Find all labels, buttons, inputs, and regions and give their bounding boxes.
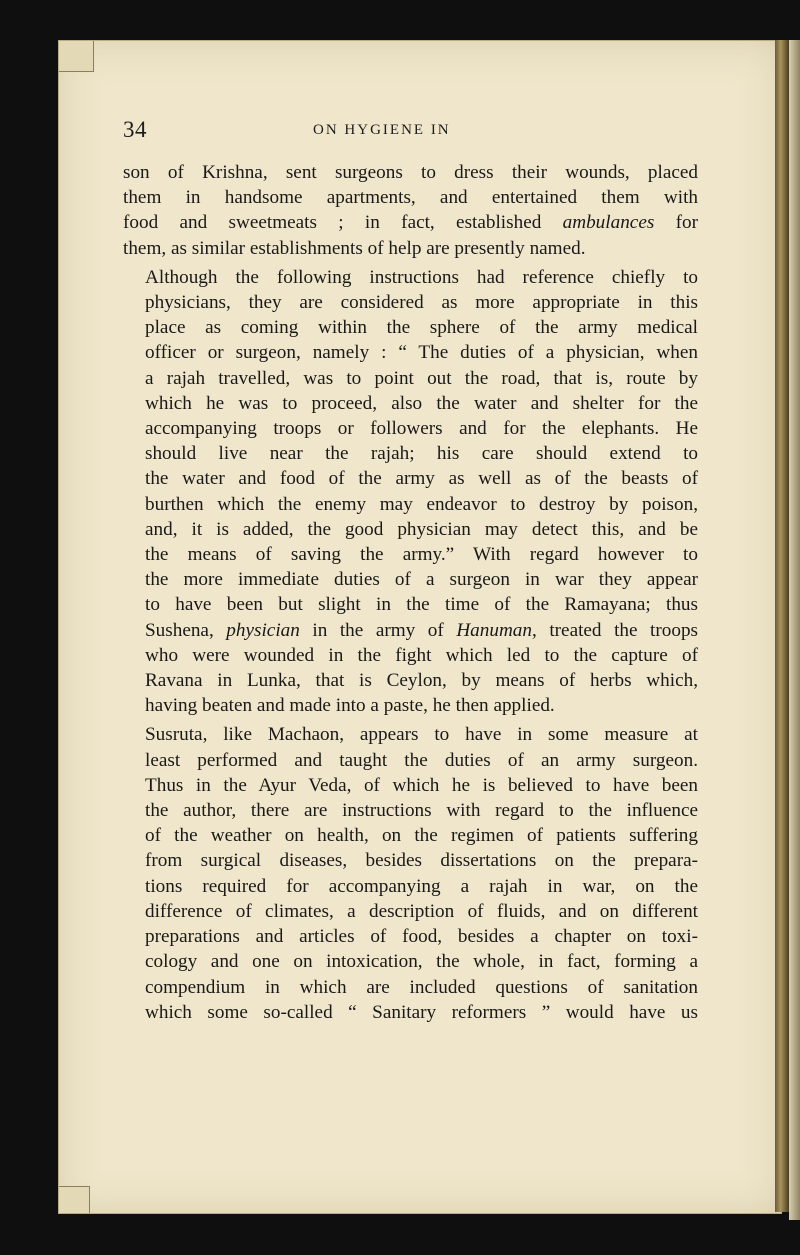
text-line: the author, there are instructions with regard to the influence xyxy=(145,800,698,822)
text-line: should live near the rajah; his care should extend to xyxy=(145,443,698,465)
page-corner-fold xyxy=(59,41,94,72)
text-line: the means of saving the army.” With regard however to xyxy=(145,544,698,566)
text-line: difference of climates, a description of fluids, and on different xyxy=(145,900,698,922)
body-text xyxy=(123,160,698,1029)
text-line: least performed and taught the duties of an army surgeon. xyxy=(145,749,698,771)
text-line: which some so-called “ Sanitary reformers ” would have us xyxy=(145,1001,698,1023)
text-line: a rajah travelled, was to point out the road, that is, route by xyxy=(145,367,698,389)
text-line: of the weather on health, on the regimen of patients suffering xyxy=(145,825,698,847)
text-line: accompanying troops or followers and for the elephants. He xyxy=(145,418,698,440)
text-line: Ravana in Lunka, that is Ceylon, by means of herbs which, xyxy=(145,670,698,692)
paragraph-3 xyxy=(123,722,698,1024)
text-line: compendium in which are included questions of sanitation xyxy=(145,976,698,998)
text-line: place as coming within the sphere of the army medical xyxy=(145,317,698,339)
page-edges xyxy=(789,40,800,1220)
text-line: them, as similar establishments of help are presently named. xyxy=(123,237,586,259)
text-line: preparations and articles of food, besides a chapter on toxi- xyxy=(145,926,698,948)
text-line: physicians, they are considered as more appropriate in this xyxy=(145,292,698,314)
text-line: which he was to proceed, also the water and shelter for the xyxy=(145,392,698,414)
paragraph-1 xyxy=(123,160,698,261)
text-line: them in handsome apartments, and entertained them with xyxy=(123,187,698,209)
text-line: the water and food of the army as well as of the beasts of xyxy=(145,468,698,490)
running-header xyxy=(123,117,698,151)
text-line: cology and one on intoxication, the whole, in fact, forming a xyxy=(145,951,698,973)
page-corner-fold-bottom xyxy=(59,1186,90,1213)
text-line: from surgical diseases, besides dissertations on the prepara- xyxy=(145,850,698,872)
text-line: and, it is added, the good physician may detect this, and be xyxy=(145,518,698,540)
text-line: who were wounded in the fight which led to the capture of xyxy=(145,644,698,666)
running-title: ON HYGIENE IN xyxy=(313,122,451,138)
text-line: tions required for accompanying a rajah in war, on the xyxy=(145,875,698,897)
text-line: the more immediate duties of a surgeon in war they appear xyxy=(145,569,698,591)
page-number: 34 xyxy=(123,117,147,142)
text-line: having beaten and made into a paste, he then applied. xyxy=(145,695,555,717)
book-spine xyxy=(775,40,789,1212)
text-line: Thus in the Ayur Veda, of which he is believed to have been xyxy=(145,774,698,796)
text-line: burthen which the enemy may endeavor to destroy by poison, xyxy=(145,493,698,515)
paragraph-2 xyxy=(123,265,698,719)
text-line-ambulances: food and sweetmeats ; in fact, established ambulances for xyxy=(123,212,698,234)
text-line: to have been but slight in the time of the Ramayana; thus xyxy=(145,594,698,616)
text-line: Susruta, like Machaon, appears to have in some measure at xyxy=(145,724,698,746)
text-line: Although the following instructions had reference chiefly to xyxy=(145,266,698,288)
text-line: son of Krishna, sent surgeons to dress their wounds, placed xyxy=(123,162,698,183)
text-line: officer or surgeon, namely : “ The duties of a physician, when xyxy=(145,342,698,364)
text-line-sushena: Sushena, physician in the army of Hanuman, treated the troops xyxy=(145,619,699,641)
